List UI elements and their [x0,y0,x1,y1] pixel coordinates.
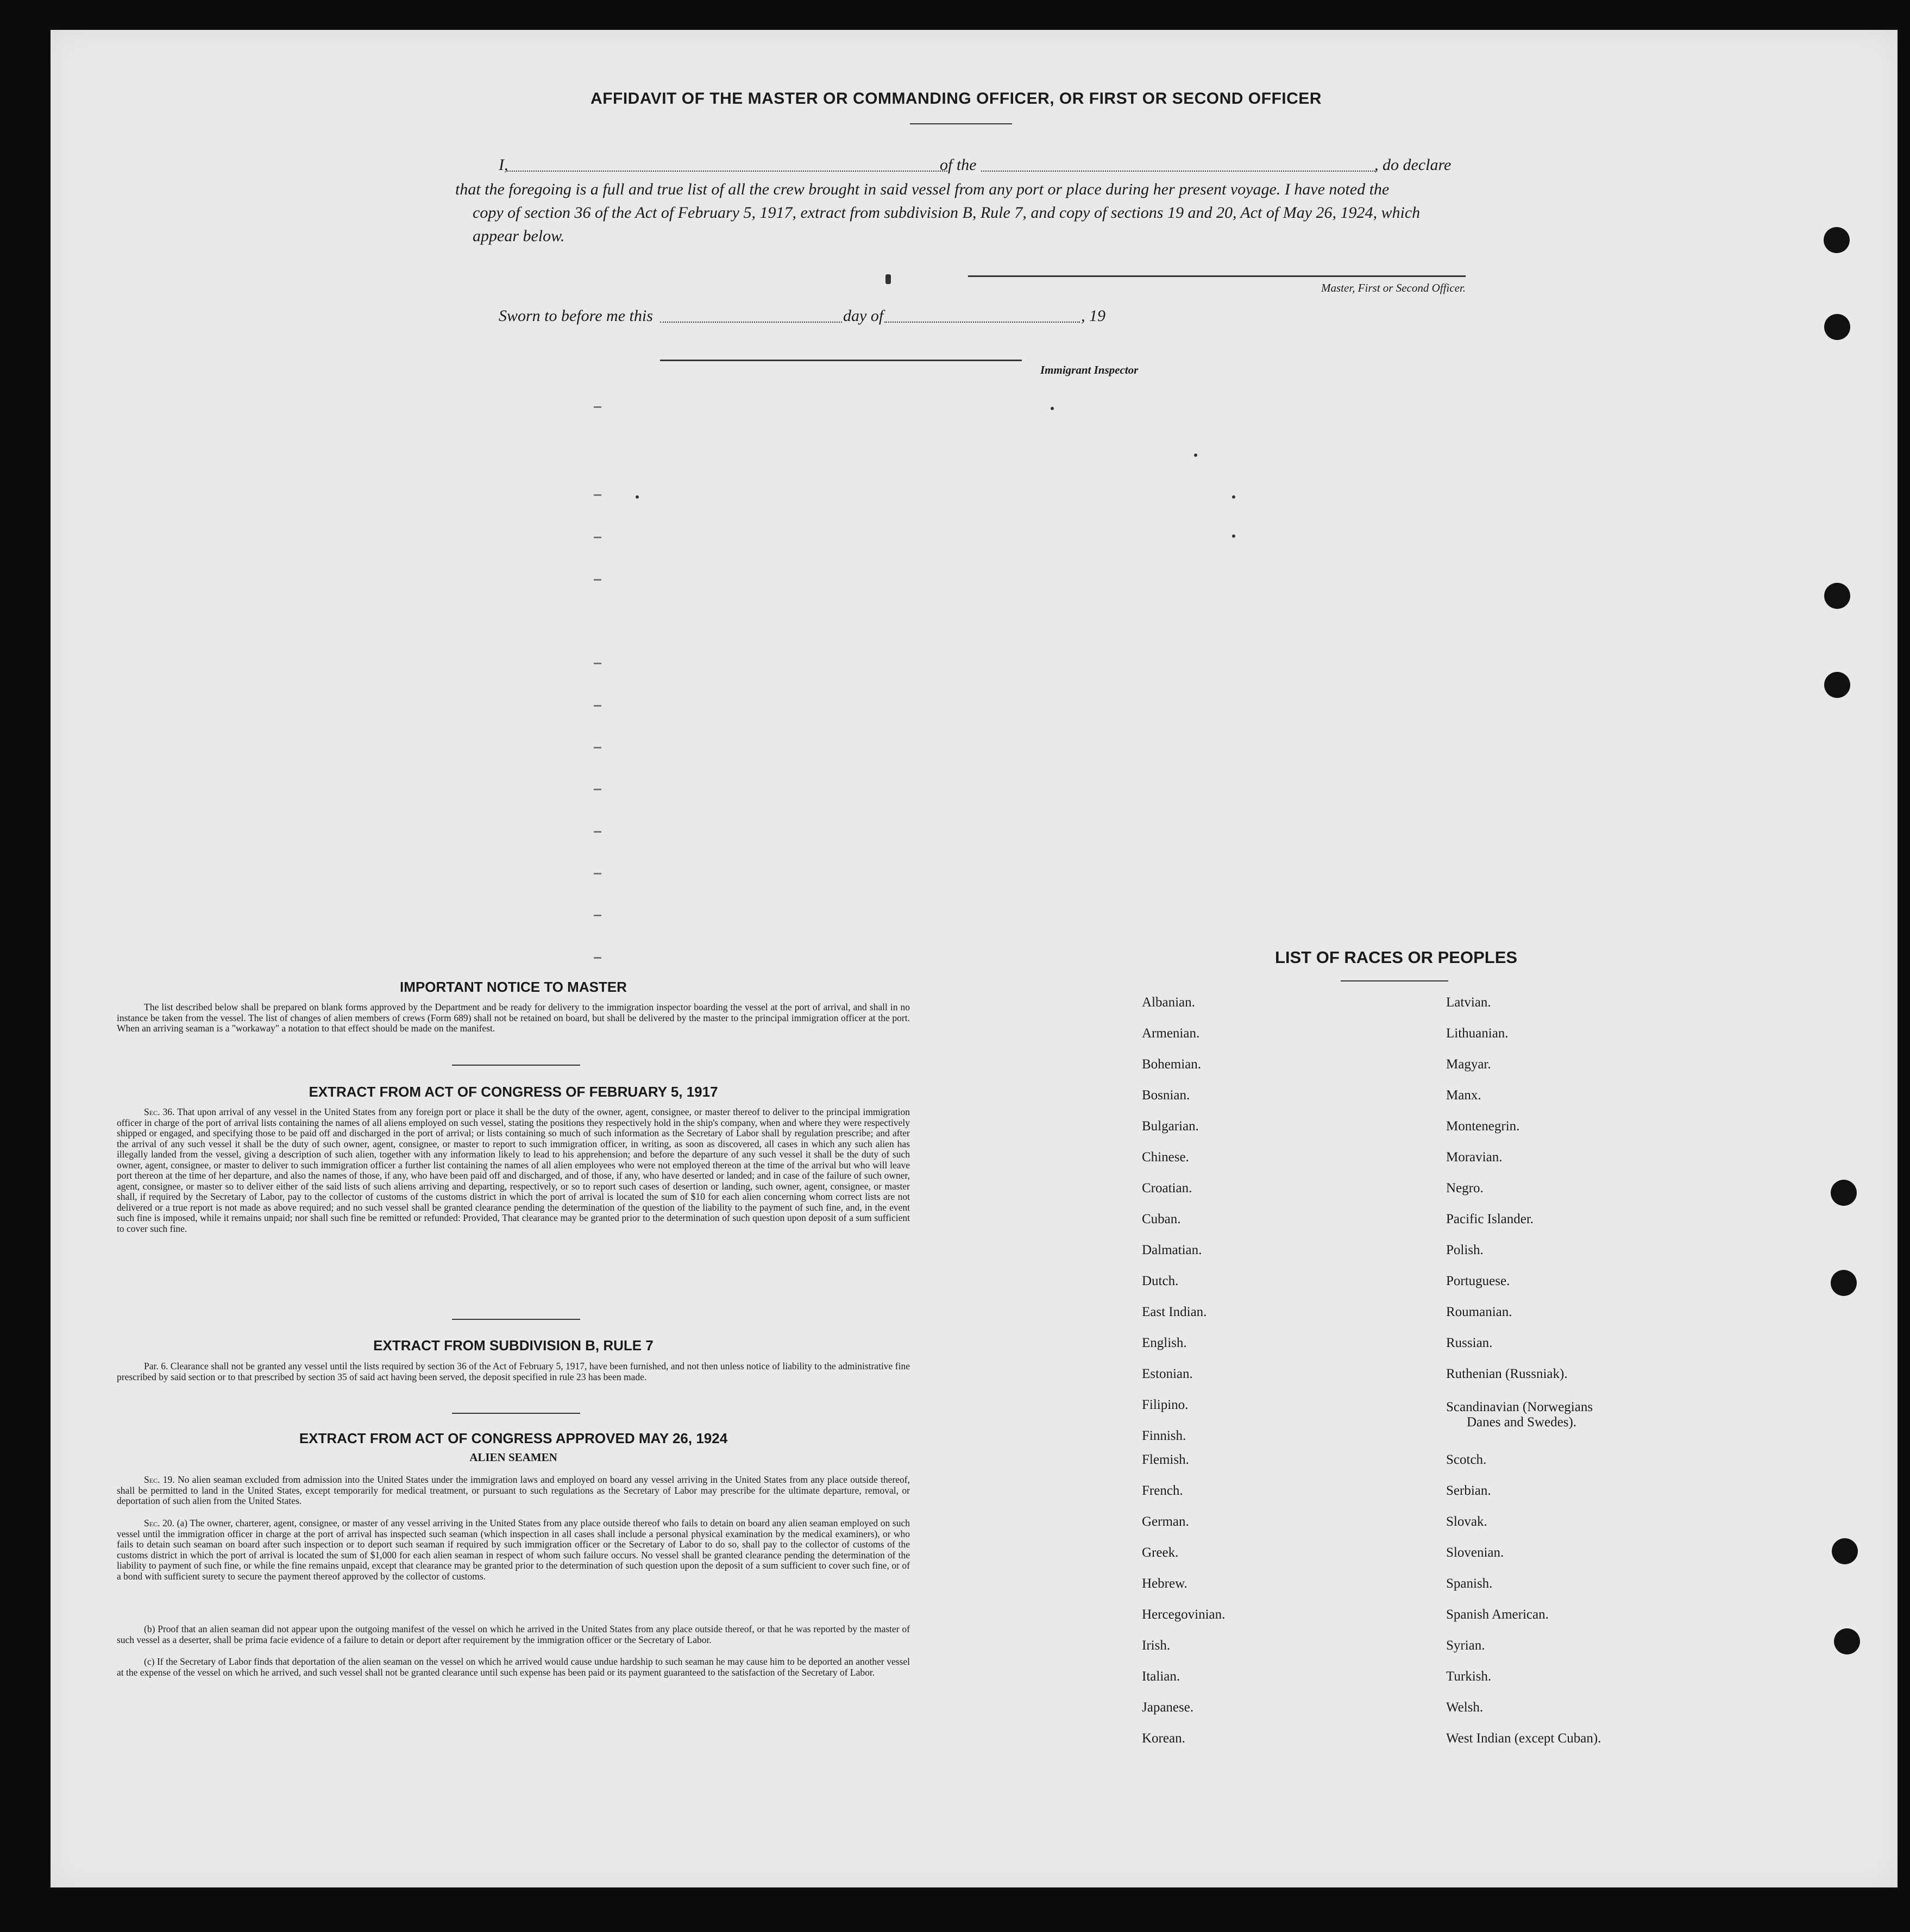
extract-1917-body [117,1107,910,1234]
binder-hole [1824,583,1850,609]
race-item: Bulgarian. [1142,1119,1199,1134]
margin-tick [594,873,601,874]
binder-hole [1824,227,1850,253]
margin-tick [594,406,601,408]
speck [1232,495,1235,499]
race-item: English. [1142,1336,1187,1350]
day-of-label: day of [843,307,884,325]
race-item: Japanese. [1142,1700,1194,1715]
race-item: Portuguese. [1446,1274,1510,1288]
race-item: Finnish. [1142,1428,1186,1443]
sec-36-text: That upon arrival of any vessel in the United States from any foreign port or place it shall be the duty of the owner, agent, consignee, or master thereof to deliver to the principal immigration officer in charge of the port of arrival lists containing the names of all aliens employed on such vessel, stating the positions they respectively hold in the ship's company, when and where they were respectively shipped or engaged, and specifying those to be paid off and discharged in the port of arrival; or lists containing so much of such information as the Secretary of Labor shall by regulation prescribe; and after the arrival of any such vessel it shall be the duty of such owner, agent, consignee, or master to report to such immigration officer, in writing, as soon as discovered, all cases in which any such alien has illegally landed from the vessel, giving a description of such alien, together with any information likely to lead to his apprehension; and before the departure of any such vessel it shall be the duty of such owner, agent, consignee, or master to deliver to such immigration officer a further list containing the names of all alien employees who were not employed thereon at the time of the arrival but who will leave port thereon at the time of her departure, and also the names of those, if any, who have been paid off and discharged, and of those, if any, who have deserted or landed; and in case of the failure of such owner, agent, consignee, or master so to deliver either of the said lists of such aliens arriving and departing, respectively, or so to report such cases of desertion or landing, such owner, agent, consignee, or master shall, if required by the Secretary of Labor, pay to the collector of customs of the customs district in which the port of arrival is located the sum of $10 for each alien concerning whom correct lists are not delivered or a true report is not made as above required; and no such vessel shall be granted clearance pending the determination of the question of the liability to the payment of such fine, and, in the event such fine is imposed, while it remains unpaid; nor shall such fine be remitted or refunded: Provided, That clearance may be granted prior to the determination of such question upon deposit of a sum sufficient to cover such fine. [117,1106,910,1234]
race-item: Hercegovinian. [1142,1607,1226,1622]
name-field-line[interactable] [507,171,947,172]
sec-19-label: Sec. 19. [144,1474,175,1485]
notice-body: The list described below shall be prepared on blank forms approved by the Department and be ready for delivery to the immigration inspector boarding the vessel at the port of arrival, and shall in no instance be taken from the vessel. The list of changes of alien members of crews (Form 689) shall not be retained on board, but shall be delivered by the master to the principal immigration officer at the port. When an arriving seaman is a "workaway" a notation to that effect should be made on the manifest. [117,1002,910,1034]
sec-20c-paragraph: (c) If the Secretary of Labor finds that deportation of the alien seaman on the vessel on which he arrived would cause undue hardship to such seaman he may cause him to be deported an another vessel at the expense of the vessel on which he arrived, and such vessel shall not be granted clearance until such expense has been paid or its payment guaranteed to the satisfaction of the Secretary of Labor. [117,1656,910,1678]
race-item: Manx. [1446,1088,1481,1103]
margin-tick [594,915,601,916]
race-item: French. [1142,1483,1183,1498]
margin-tick [594,705,601,707]
race-item: East Indian. [1142,1305,1207,1319]
margin-tick [594,747,601,748]
race-item: Slovak. [1446,1514,1487,1529]
master-signature-line[interactable] [968,275,1466,277]
race-item: Lithuanian. [1446,1026,1509,1041]
margin-tick [594,579,601,581]
race-item: Russian. [1446,1336,1493,1350]
section-divider [452,1413,580,1414]
race-item: Greek. [1142,1545,1179,1560]
races-title: LIST OF RACES OR PEOPLES [1274,948,1518,967]
race-item: Scandinavian (Norwegians [1446,1400,1593,1414]
sec-19-text: No alien seaman excluded from admission into the United States under the immigration laws and employed on board any vessel arriving in the United States from any place outside thereof, shall be permitted to land in the United States, except temporarily for medical treatment, or pursuant to such regulations as the Secretary of Labor may prescribe for the ultimate departure, removal, or deportation of such alien from the United States. [117,1474,910,1506]
race-item: Croatian. [1142,1181,1192,1195]
race-item: Danes and Swedes). [1467,1415,1577,1430]
race-item: Spanish American. [1446,1607,1549,1622]
vessel-field-line[interactable] [981,171,1375,172]
sec-20b-paragraph: (b) Proof that an alien seaman did not appear upon the outgoing manifest of the vessel on which he arrived in the United States from any place outside thereof, or that he was reported by the master of such vessel as a deserter, shall be prima facie evidence of a failure to detain or deport after requirement by the immigration officer or the Secretary of Labor. [117,1623,910,1645]
alien-seamen-subtitle: ALIEN SEAMEN [469,1451,557,1464]
notice-title: IMPORTANT NOTICE TO MASTER [400,979,627,995]
race-item: Spanish. [1446,1576,1493,1591]
race-item: Montenegrin. [1446,1119,1520,1134]
binder-hole [1831,1180,1857,1206]
sworn-day-field-line[interactable] [660,322,842,323]
speck [1051,407,1054,410]
race-item: Flemish. [1142,1452,1189,1467]
speck [1232,534,1235,538]
binder-hole [1824,672,1850,698]
sec-20a-text: (a) The owner, charterer, agent, consignee, or master of any vessel arriving in the United States from any place outside thereof who fails to detain on board any alien seaman employed on such vessel until the immigration officer in charge at the port of arrival has inspected such seaman (which inspection in all cases shall include a personal physical examination by the medical examiners), or who fails to detain such seaman on board after such inspection or to deport such seaman if required by such immigration officer or the Secretary of Labor to do so, shall pay to the collector of customs of the customs district in which the port of arrival is located the sum of $1,000 for each alien seaman in respect of whom such failure occurs. No vessel shall be granted clearance pending the determination of the liability to payment of such fine, or while the fine remains unpaid, except that clearance may be granted prior to the determination of such question upon the deposit of a sum sufficient to cover such fine, or of a bond with sufficient surety to secure the payment thereof approved by the collector of customs. [117,1518,910,1582]
race-item: Roumanian. [1446,1305,1512,1319]
race-item: Hebrew. [1142,1576,1188,1591]
race-item: Filipino. [1142,1398,1189,1412]
race-item: Bohemian. [1142,1057,1202,1072]
title-underline [910,123,1012,124]
extract-1917-title: EXTRACT FROM ACT OF CONGRESS OF FEBRUARY 5, 1917 [309,1084,718,1100]
race-item: Welsh. [1446,1700,1484,1715]
inspector-signature-caption: Immigrant Inspector [1040,363,1139,376]
race-item: Turkish. [1446,1669,1492,1684]
race-item: German. [1142,1514,1189,1529]
section-divider [452,1319,580,1320]
declarant-prefix: I, [499,156,508,174]
do-declare-label: , do declare [1374,156,1452,174]
sec-20-label: Sec. 20. [144,1518,174,1528]
binder-hole [1834,1628,1860,1654]
binder-hole [1824,314,1850,340]
year-label: , 19 [1081,307,1105,325]
sec-20a-paragraph [117,1518,910,1582]
race-item: Korean. [1142,1731,1185,1746]
section-divider [452,1065,580,1066]
extract-rule7-title: EXTRACT FROM SUBDIVISION B, RULE 7 [373,1337,654,1354]
race-item: Syrian. [1446,1638,1485,1653]
speck [636,495,639,499]
extract-rule7-body: Par. 6. Clearance shall not be granted any vessel until the lists required by section 36 of the Act of February 5, 1917, have been furnished, and not then unless notice of liability to the administrative fine prescribed by said section or to that prescribed by section 35 of said act having been served, the deposit specified in rule 23 has been made. [117,1361,910,1382]
race-item: Armenian. [1142,1026,1200,1041]
margin-tick [594,537,601,538]
race-item: Pacific Islander. [1446,1212,1534,1226]
sworn-month-field-line[interactable] [884,322,1080,323]
race-item: Slovenian. [1446,1545,1504,1560]
race-item: Moravian. [1446,1150,1503,1165]
races-title-underline [1341,980,1448,981]
race-item: Estonian. [1142,1367,1193,1381]
race-item: Italian. [1142,1669,1180,1684]
race-item: Albanian. [1142,995,1195,1010]
inspector-signature-line[interactable] [660,360,1022,361]
declaration-line-2: that the foregoing is a full and true list of all the crew brought in said vessel from any port or place during her present voyage. I have noted the [455,180,1390,198]
race-item: Magyar. [1446,1057,1491,1072]
margin-tick [594,663,601,664]
race-item: Scotch. [1446,1452,1487,1467]
sworn-line [499,304,1123,328]
sworn-label: Sworn to before me this [499,307,653,325]
race-item: Dalmatian. [1142,1243,1202,1257]
margin-tick [594,494,601,496]
race-item: Cuban. [1142,1212,1181,1226]
declaration-line-1 [499,153,1469,177]
race-item: Bosnian. [1142,1088,1190,1103]
margin-tick [594,789,601,790]
race-item: Dutch. [1142,1274,1179,1288]
binder-hole [1832,1538,1858,1564]
sec-19-paragraph [117,1475,910,1507]
binder-hole [1831,1270,1857,1296]
extract-1924-title: EXTRACT FROM ACT OF CONGRESS APPROVED MAY 26, 1924 [299,1430,728,1446]
margin-tick [594,831,601,833]
master-signature-caption: Master, First or Second Officer. [1321,281,1466,294]
race-item: Polish. [1446,1243,1484,1257]
speck [1194,454,1197,457]
affidavit-title: AFFIDAVIT OF THE MASTER OR COMMANDING OFFICER, OR FIRST OR SECOND OFFICER [590,90,1322,108]
of-the-label: of the [940,156,977,174]
race-item: Irish. [1142,1638,1171,1653]
race-item: Ruthenian (Russniak). [1446,1367,1568,1381]
sec-36-label: Sec. 36. [144,1106,175,1117]
race-item: Chinese. [1142,1150,1189,1165]
declaration-line-4: appear below. [473,227,565,245]
race-item: Negro. [1446,1181,1484,1195]
declaration-line-3: copy of section 36 of the Act of February 5, 1917, extract from subdivision B, Rule 7, and copy of sections 19 and 20, Act of May 26, 1924, which [473,204,1421,222]
race-item: Serbian. [1446,1483,1491,1498]
race-item: Latvian. [1446,995,1491,1010]
ink-mark [885,274,891,284]
margin-tick [594,957,601,959]
race-item: West Indian (except Cuban). [1446,1731,1601,1746]
